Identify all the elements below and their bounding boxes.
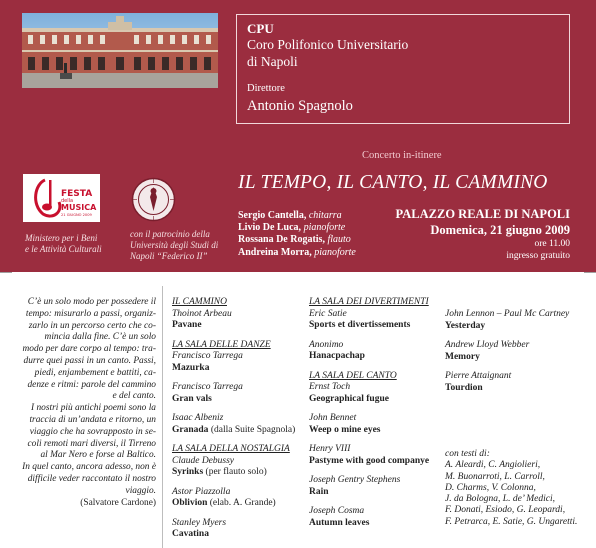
composer: Francisco Tarrega — [172, 382, 243, 392]
quote-line: viaggio. — [125, 485, 156, 496]
quote-line: difficile veder raccontato il nostro — [27, 473, 156, 484]
fold-line — [162, 286, 163, 548]
piece-title: Memory — [445, 351, 480, 362]
university-caption — [130, 229, 218, 262]
composer: Ernst Toch — [309, 382, 351, 392]
composer: Isaac Albeniz — [172, 413, 224, 423]
banner — [0, 0, 596, 272]
performer-row — [238, 210, 356, 222]
piece-title: Granada — [172, 424, 209, 435]
program-column-1 — [172, 297, 302, 541]
piece-title: Autumn leaves — [309, 517, 370, 528]
director-label: Direttore — [247, 83, 285, 94]
quote-line: modo per dare corpo al tempo: tra- — [22, 344, 156, 355]
piece-note: (elab. A. Grande) — [209, 498, 276, 508]
crop-mark — [0, 272, 12, 273]
piece-title: Pastyme with good companye — [309, 455, 430, 466]
ministry-caption — [25, 233, 102, 255]
texts-line: A. Aleardi, C. Angiolieri, — [445, 460, 541, 471]
composer: Joseph Gentry Stephens — [309, 475, 401, 485]
texts-label: con testi di: — [445, 449, 490, 459]
piece-title: Geographical fugue — [309, 393, 389, 404]
logo-date-text: 21 GIUGNO 2009 — [61, 213, 92, 217]
texts-by-block — [445, 449, 585, 528]
composer: Astor Piazzolla — [172, 486, 231, 497]
quote-line: tempo: misurarlo a passi, organiz- — [25, 308, 156, 319]
admission-note: ingresso gratuito — [506, 251, 570, 261]
quote-line: zarlo in un percorso certo che co- — [28, 320, 156, 331]
quote-block — [14, 297, 156, 509]
quote-line: mincia dalla fine. C’è un solo — [44, 332, 156, 343]
piece-row — [172, 425, 302, 437]
quote-line: e del canto. — [112, 391, 156, 402]
festa-della-musica-logo — [23, 174, 100, 222]
section-title: IL CAMMINO — [172, 297, 227, 307]
performer-instrument: pianoforte — [314, 246, 356, 258]
texts-line: J. da Bologna, L. de’ Medici, — [445, 494, 556, 505]
palazzo-reale-photo — [22, 13, 218, 88]
texts-line: F. Petrarca, E. Satie, G. Ungaretti. — [445, 516, 578, 527]
composer: Francisco Tarrega — [172, 351, 243, 361]
composer: Claude Debussy — [172, 455, 235, 466]
quote-line: al Mar Nero e forse al Baltico. — [40, 450, 156, 461]
university-line-1: con il patrocinio della — [130, 229, 210, 239]
performer-name: Rossana De Rogatis, — [238, 234, 325, 246]
crop-mark — [584, 272, 596, 273]
piece-title: Rain — [309, 486, 329, 497]
piece-note: (dalla Suite Spagnola) — [210, 424, 296, 435]
composer: Henry VIII — [309, 444, 351, 454]
composer: Andrew Lloyd Webber — [445, 340, 530, 350]
piece-title: Hanacpachap — [309, 351, 365, 361]
section-title: LA SALA DELLA NOSTALGIA — [172, 444, 290, 454]
university-line-3: Napoli “Federico II” — [130, 251, 208, 261]
composer: John Bennet — [309, 413, 357, 423]
quote-line: durre quei passi in un canto. Passi, — [23, 355, 156, 366]
logo-festa-text: FESTA — [61, 189, 93, 199]
quote-line: traccia di un’andata e ritorno, un — [29, 414, 156, 425]
performer-row — [238, 222, 356, 234]
composer: John Lennon – Paul Mc Cartney — [445, 309, 570, 319]
performers-list — [238, 210, 356, 259]
ministry-line-1: Ministero per i Beni — [25, 233, 98, 243]
quote-line: piedi, enjambement e battiti, ca- — [34, 367, 156, 378]
choir-info-box — [236, 14, 570, 124]
venue-name: PALAZZO REALE DI NAPOLI — [395, 207, 570, 221]
logo-musica-text: MUSICA — [61, 203, 97, 212]
program-column-3 — [445, 309, 585, 394]
logo-della-text: della — [61, 198, 74, 204]
performer-instrument: chitarra — [308, 210, 342, 221]
composer: Anonimo — [309, 339, 344, 350]
composer: Thoinot Arbeau — [172, 308, 232, 319]
performer-name: Livio De Luca, — [238, 222, 302, 234]
section-title: LA SALA DEL CANTO — [309, 370, 397, 381]
quote-line: In quel canto, ancora adesso, non è — [22, 462, 156, 473]
piece-title: Weep o mine eyes — [309, 424, 381, 435]
choir-name-line-2: di Napoli — [247, 54, 298, 69]
texts-line: M. Buonarroti, L. Carroll, — [445, 471, 545, 482]
quote-line: I nostri più antichi poemi sono la — [31, 403, 156, 414]
piece-title: Mazurka — [172, 362, 210, 373]
performer-instrument: flauto — [327, 234, 351, 246]
director-name: Antonio Spagnolo — [247, 98, 353, 114]
quote-line: C’è un solo modo per possedere il — [27, 297, 156, 307]
choir-abbreviation: CPU — [247, 21, 274, 36]
quote-line: viaggio che ha sovrapposto in se- — [29, 426, 156, 437]
piece-row — [172, 498, 302, 510]
university-seal — [131, 177, 176, 222]
program-column-2 — [309, 297, 441, 529]
piece-title: Syrinks — [172, 467, 204, 477]
performer-row — [238, 247, 356, 259]
event-date: Domenica, 21 giugno 2009 — [430, 223, 570, 237]
university-line-2: Università degli Studi di — [130, 240, 219, 250]
piece-title: Cavatina — [172, 529, 209, 539]
event-title: IL TEMPO, IL CANTO, IL CAMMINO — [238, 172, 548, 193]
piece-title: Gran vals — [172, 393, 212, 404]
piece-title: Pavane — [172, 320, 202, 330]
composer: Pierre Attaignant — [445, 371, 512, 381]
piece-title: Sports et divertissements — [309, 320, 411, 330]
composer: Joseph Cosma — [309, 506, 365, 516]
section-title: LA SALA DELLE DANZE — [172, 339, 271, 350]
quote-author: (Salvatore Cardone) — [80, 497, 156, 508]
event-time: ore 11.00 — [534, 239, 570, 249]
performer-row — [238, 234, 356, 246]
texts-line: F. Donati, Esiodo, G. Leopardi, — [445, 505, 566, 516]
quote-line: denze e ritmi: parole del cammino — [27, 379, 156, 390]
piece-row — [172, 467, 302, 479]
venue-block — [396, 207, 570, 262]
piece-title: Oblivion — [172, 498, 208, 508]
composer: Eric Satie — [309, 308, 347, 319]
section-title: LA SALA DEI DIVERTIMENTI — [309, 297, 429, 307]
piece-note: (per flauto solo) — [205, 467, 267, 477]
performer-name: Andreina Morra, — [238, 246, 312, 258]
texts-line: D. Charms, V. Colonna, — [445, 482, 536, 493]
performer-instrument: pianoforte — [303, 222, 346, 234]
quote-line: coli remoti mari diversi, il Tirreno — [27, 438, 156, 449]
ministry-line-2: e le Attività Culturali — [25, 244, 102, 254]
performer-name: Sergio Cantella, — [238, 210, 307, 221]
piece-title: Tourdion — [445, 382, 483, 393]
composer: Stanley Myers — [172, 517, 227, 528]
event-subtitle: Concerto in-itinere — [362, 150, 442, 161]
choir-name-line-1: Coro Polifonico Universitario — [247, 37, 409, 52]
piece-title: Yesterday — [445, 320, 486, 331]
